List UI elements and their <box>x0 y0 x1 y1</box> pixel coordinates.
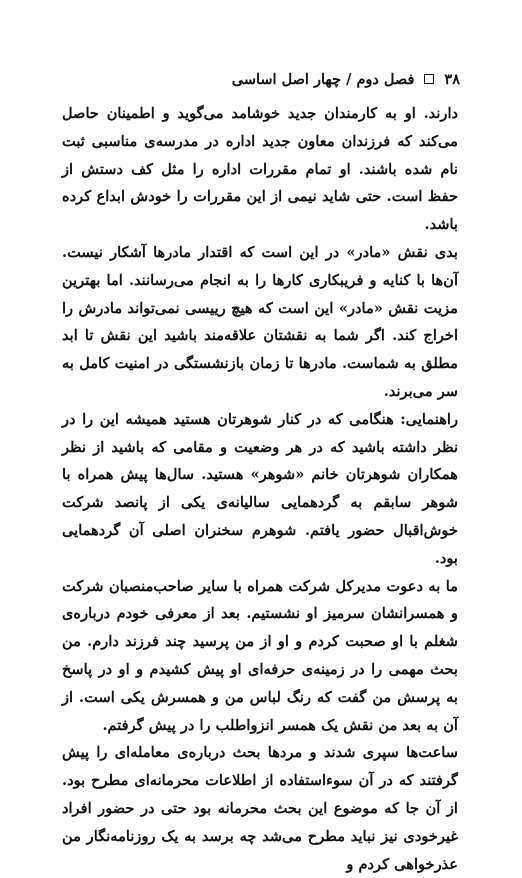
paragraph: ساعت‌ها سپری شدند و مردها بحث درباره‌ی معامله‌ای را پیش گرفتند که در آن سوءاستفاده از اطلاعات محرمانه‌ای مطرح بود. از آن جا که موضوع این بحث محرمانه بود حتی در حضور افراد غیرخودی نیز نباید مطرح می‌شد چه برسد به یک روزنامه‌نگار من عذرخواهی کردم و <box>62 744 458 873</box>
paragraph: ما به دعوت مدیرکل شرکت همراه با سایر صاحب‌منصبان شرکت و همسرانشان سرمیز او نشستیم. بعد از معرفی خودم درباره‌ی شغلم با او صحبت کردم و او از من پرسید چند فرزند دارم. من بحث مهمی را در زمینه‌ی حرفه‌ای او پیش کشیدم و او در پاسخ به پرسش من گفت که رنگ لباس من و همسرش یکی است. از آن به بعد من نقش یک همسر انزواطلب را در پیش گرفتم. <box>62 577 458 734</box>
chapter-title: فصل دوم / چهار اصل اساسی <box>231 70 415 88</box>
square-bullet-icon <box>424 74 434 84</box>
body-text <box>62 100 458 878</box>
paragraph: راهنمایی: هنگامی که در کنار شوهرتان هستید همیشه این را در نظر داشته باشید که در هر وضعیت و مقامی که باشید از نظر همکاران شوهرتان خانم «شوهر» هستید. سال‌ها پیش همراه با شوهر سابقم به گردهمایی سالیانه‌ی یکی از پانصد شرکت خوش‌اقبال حضور یافتم. شوهرم سخنران اصلی آن گردهمایی بود. <box>62 410 458 567</box>
running-header <box>60 66 460 92</box>
page-number: ۳۸ <box>444 70 460 88</box>
paragraph: دارند. او به کارمندان جدید خوشامد می‌گوید و اطمینان حاصل می‌کند که فرزندان معاون جدید اداره در مدرسه‌ی مناسبی ثبت نام شده باشند. او تمام مقررات اداره را مثل کف دستش از حفظ است. حتی شاید نیمی از این مقررات را خودش ابداع کرده باشد. <box>62 105 458 234</box>
paragraph: بدی نقش «مادر» در این است که اقتدار مادرها آشکار نیست. آن‌ها با کنایه و فریبکاری کارها را به انجام می‌رسانند. اما بهترین مزیت نقش «مادر» این است که هیچ رییسی نمی‌تواند مادرش را اخراج کند. اگر شما به نقشتان علاقه‌مند باشید این نقش تا ابد مطلق به شماست. مادرها تا زمان بازنشستگی در امنیت کامل به سر می‌برند. <box>62 243 458 400</box>
